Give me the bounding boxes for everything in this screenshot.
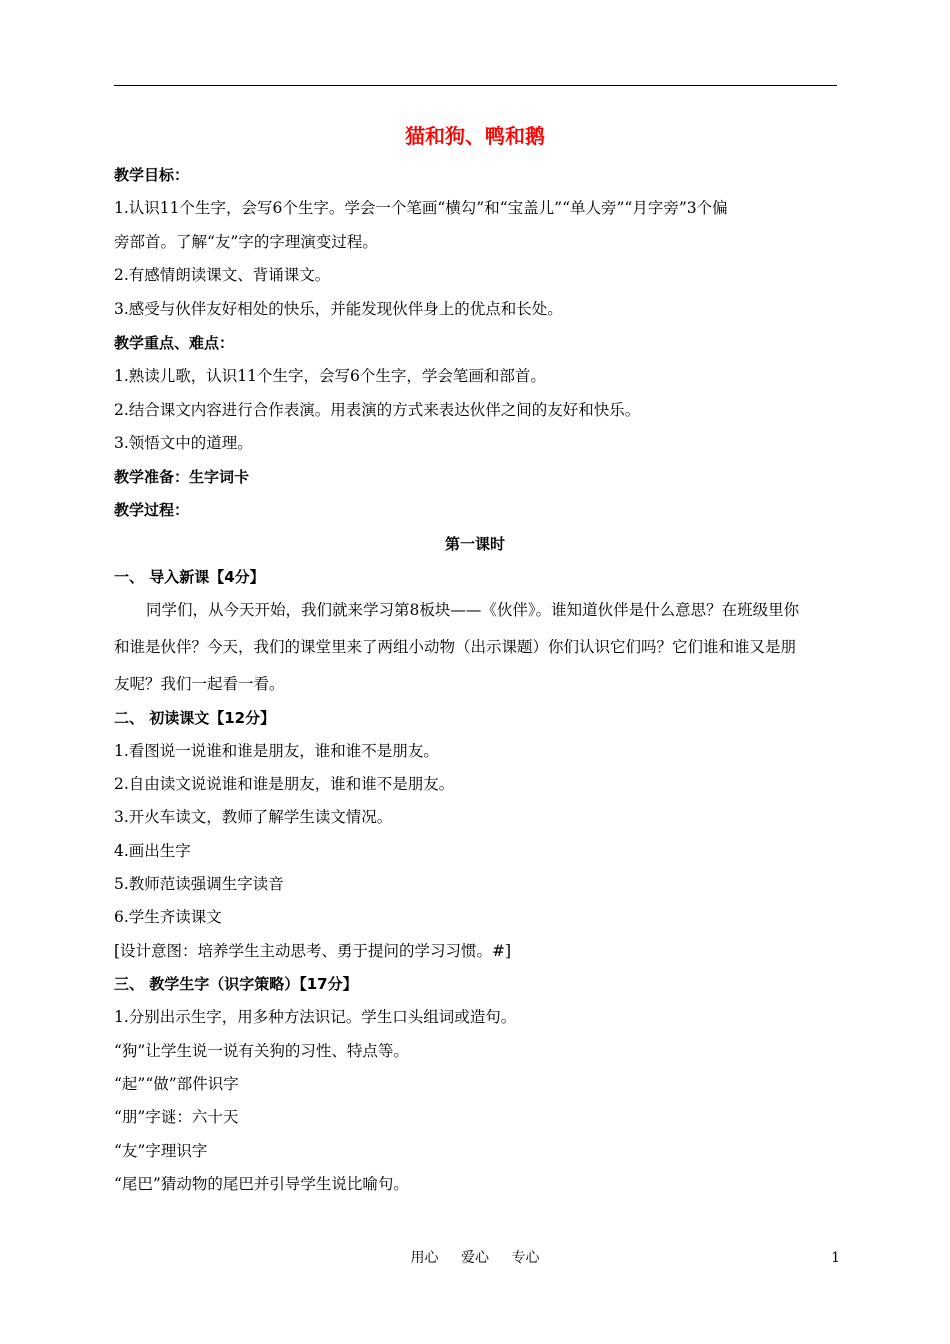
- text-line: 同学们，从今天开始，我们就来学习第8板块——《伙伴》。谁知道伙伴是什么意思？在班级里你: [146, 601, 800, 619]
- section-heading: 二、 初读课文【12分】: [114, 709, 276, 727]
- section-heading: 教学重点、难点：: [114, 334, 235, 352]
- section-heading: 第一课时: [444, 535, 505, 553]
- text-line: 友呢？我们一起看一看。: [114, 675, 285, 693]
- text-line: 6.学生齐读课文: [114, 908, 222, 926]
- text-line: 3.开火车读文，教师了解学生读文情况。: [114, 808, 393, 826]
- section-heading: 教学过程：: [114, 501, 190, 519]
- text-line: [设计意图：培养学生主动思考、勇于提问的学习习惯。#]: [114, 942, 512, 960]
- text-line: 旁部首。了解“友”字的字理演变过程。: [114, 233, 378, 251]
- text-line: 1.熟读儿歌，认识11个生字，会写6个生字，学会笔画和部首。: [114, 367, 546, 385]
- section-heading: 三、 教学生字（识字策略）【17分】: [114, 975, 358, 993]
- section-heading: 一、 导入新课【4分】: [114, 568, 265, 586]
- text-line: “起”“做”部件识字: [114, 1075, 239, 1093]
- page-number: 1: [831, 1250, 840, 1266]
- text-line: “狗”让学生说一说有关狗的习性、特点等。: [114, 1042, 409, 1060]
- page-footer: 用心 爱心 专心: [410, 1250, 540, 1266]
- text-line: 1.分别出示生字，用多种方法识记。学生口头组词或造句。: [114, 1008, 517, 1026]
- text-line: 和谁是伙伴？今天，我们的课堂里来了两组小动物（出示课题）你们认识它们吗？它们谁和谁又是朋: [114, 638, 797, 656]
- text-line: 3.感受与伙伴友好相处的快乐，并能发现伙伴身上的优点和长处。: [114, 300, 563, 318]
- section-heading: 教学目标：: [114, 166, 190, 184]
- text-line: 3.领悟文中的道理。: [114, 434, 253, 452]
- text-line: 1.认识11个生字，会写6个生字。学会一个笔画“横勾”和“宝盖儿”“单人旁”“月字旁”3个偏: [114, 199, 728, 217]
- text-line: 5.教师范读强调生字读音: [114, 875, 284, 893]
- text-line: 2.自由读文说说谁和谁是朋友，谁和谁不是朋友。: [114, 775, 455, 793]
- text-line: 1.看图说一说谁和谁是朋友，谁和谁不是朋友。: [114, 742, 439, 760]
- header-rule: [114, 85, 837, 86]
- text-line: “朋”字谜：六十天: [114, 1108, 239, 1126]
- text-line: 4.画出生字: [114, 842, 191, 860]
- text-line: “友”字理识字: [114, 1142, 208, 1160]
- text-line: “尾巴”猜动物的尾巴并引导学生说比喻句。: [114, 1175, 409, 1193]
- page-title: 猫和狗、鸭和鹅: [405, 124, 545, 148]
- text-line: 2.有感情朗读课文、背诵课文。: [114, 266, 331, 284]
- section-heading: 教学准备：生字词卡: [114, 468, 250, 486]
- text-line: 2.结合课文内容进行合作表演。用表演的方式来表达伙伴之间的友好和快乐。: [114, 401, 641, 419]
